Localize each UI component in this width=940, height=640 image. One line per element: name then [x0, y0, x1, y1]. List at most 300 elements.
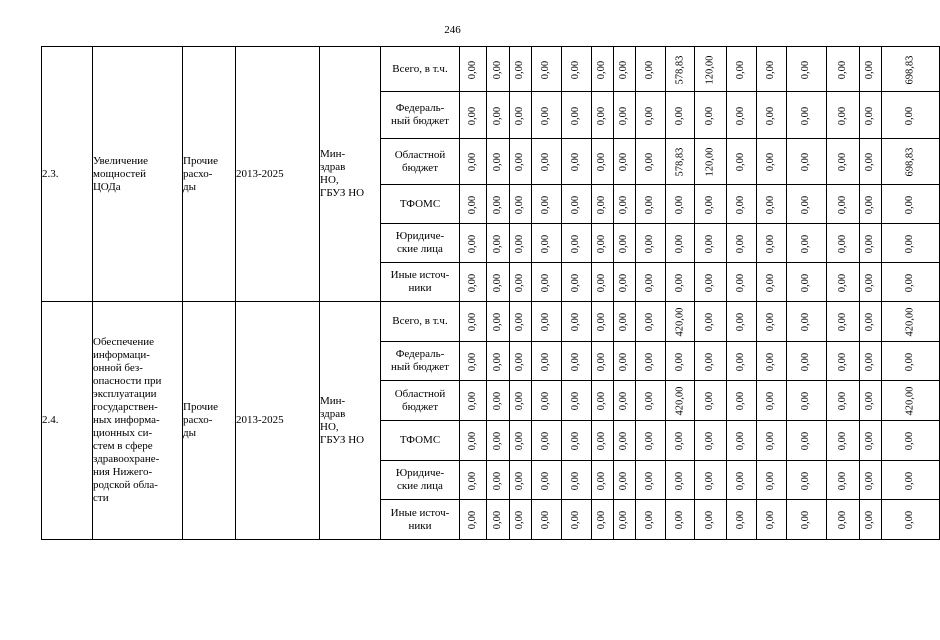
value-text: 0,00 [864, 352, 876, 371]
value-cell [860, 342, 882, 381]
value-cell [562, 224, 592, 263]
value-cell [727, 47, 757, 92]
value-cell [787, 139, 827, 185]
value-text: 0,00 [596, 195, 608, 214]
value-cell [562, 342, 592, 381]
executor-line: здрав [320, 161, 346, 173]
value-text: 0,00 [704, 471, 716, 490]
value-text: 0,00 [570, 273, 582, 292]
value-text: 0,00 [800, 352, 812, 371]
value-cell [592, 302, 614, 342]
value-cell [614, 263, 636, 302]
measure-name-line: онной без- [93, 362, 143, 374]
value-text: 0,00 [596, 510, 608, 530]
value-cell [636, 461, 666, 500]
value-text: 0,00 [644, 195, 656, 214]
value-cell [882, 47, 940, 92]
value-cell [860, 185, 882, 224]
value-text: 0,00 [596, 106, 608, 125]
funding-source-line: ники [408, 519, 432, 532]
value-cell [860, 421, 882, 461]
value-cell [614, 381, 636, 421]
value-cell [562, 421, 592, 461]
value-text: 0,00 [514, 234, 526, 253]
value-cell [614, 342, 636, 381]
value-text: 0,00 [570, 312, 582, 332]
value-cell [460, 185, 487, 224]
value-cell [827, 500, 860, 540]
executor-line: НО, [320, 174, 339, 186]
value-cell [636, 342, 666, 381]
value-cell [636, 263, 666, 302]
value-cell [636, 302, 666, 342]
value-text: 0,00 [800, 234, 812, 253]
value-cell [827, 139, 860, 185]
value-text: 0,00 [735, 234, 747, 253]
value-cell [592, 263, 614, 302]
value-text: 0,00 [514, 60, 526, 79]
value-text: 0,00 [837, 391, 848, 411]
value-cell [860, 47, 882, 92]
measure-name-line: Увеличение [93, 154, 149, 167]
value-cell [757, 461, 787, 500]
value-cell [827, 342, 860, 381]
value-cell [532, 92, 562, 139]
value-cell [592, 92, 614, 139]
value-cell [860, 381, 882, 421]
value-cell [860, 139, 882, 185]
value-cell [532, 342, 562, 381]
value-cell [487, 92, 510, 139]
value-text: 0,00 [492, 431, 503, 451]
value-text: 0,00 [837, 152, 848, 172]
value-text: 420,00 [904, 386, 916, 416]
value-text: 0,00 [570, 431, 582, 451]
expense-type-line: ды [183, 427, 196, 439]
value-cell [882, 185, 940, 224]
value-cell [487, 421, 510, 461]
value-text: 0,00 [596, 471, 608, 490]
value-text: 0,00 [514, 152, 526, 172]
value-cell [487, 381, 510, 421]
value-text: 0,00 [674, 234, 685, 253]
value-cell [532, 461, 562, 500]
value-text: 0,00 [674, 510, 685, 530]
value-cell [727, 224, 757, 263]
value-cell [510, 47, 532, 92]
value-cell [460, 224, 487, 263]
value-cell [666, 342, 695, 381]
value-cell [666, 224, 695, 263]
value-text: 0,00 [644, 60, 656, 79]
value-cell [695, 421, 727, 461]
value-cell [562, 47, 592, 92]
value-text: 0,00 [618, 60, 630, 79]
value-text: 0,00 [735, 391, 747, 411]
expense-type-line: расхо- [183, 414, 213, 426]
value-cell [460, 92, 487, 139]
executor-line: НО, [320, 420, 339, 433]
value-cell [827, 461, 860, 500]
value-cell [787, 461, 827, 500]
value-text: 0,00 [704, 234, 716, 253]
value-text: 0,00 [492, 352, 503, 371]
value-text: 0,00 [765, 510, 777, 530]
funding-source [381, 381, 460, 421]
value-cell [562, 381, 592, 421]
value-cell [666, 47, 695, 92]
value-text: 0,00 [644, 106, 656, 125]
value-cell [695, 47, 727, 92]
value-text: 698,83 [904, 147, 916, 177]
value-cell [757, 92, 787, 139]
value-cell [860, 302, 882, 342]
value-text: 0,00 [837, 471, 848, 490]
value-text: 0,00 [467, 234, 478, 253]
value-text: 0,00 [570, 510, 582, 530]
value-text: 0,00 [514, 391, 526, 411]
value-text: 0,00 [765, 273, 777, 292]
value-text: 0,00 [864, 234, 876, 253]
value-cell [510, 263, 532, 302]
measure-name-line: родской обла- [93, 479, 158, 491]
value-cell [827, 224, 860, 263]
value-text: 0,00 [864, 273, 876, 292]
funding-source-line: Иные источ- [390, 506, 450, 519]
value-cell [882, 500, 940, 540]
value-text: 0,00 [492, 152, 503, 172]
value-cell [666, 185, 695, 224]
value-cell [757, 139, 787, 185]
value-cell [592, 47, 614, 92]
value-cell [882, 302, 940, 342]
value-text: 0,00 [904, 273, 916, 292]
value-cell [636, 185, 666, 224]
value-cell [695, 500, 727, 540]
value-cell [614, 139, 636, 185]
value-text: 0,00 [864, 312, 876, 332]
value-text: 0,00 [904, 510, 916, 530]
funding-source-line: Юридиче- [395, 230, 445, 242]
measure-name [93, 302, 183, 540]
value-text: 0,00 [618, 152, 630, 172]
value-cell [787, 185, 827, 224]
funding-source-line: Федераль- [395, 102, 445, 114]
value-cell [487, 224, 510, 263]
value-text: 0,00 [492, 312, 503, 332]
value-text: 0,00 [618, 352, 630, 371]
value-cell [727, 139, 757, 185]
value-text: 0,00 [800, 106, 812, 125]
value-cell [487, 461, 510, 500]
value-text: 0,00 [570, 60, 582, 79]
value-text: 0,00 [540, 471, 552, 490]
value-cell [727, 381, 757, 421]
period: 2013-2025 [236, 47, 320, 302]
value-cell [487, 139, 510, 185]
value-cell [460, 263, 487, 302]
executor-line: ГБУЗ НО [320, 187, 365, 199]
value-text: 0,00 [644, 352, 656, 371]
executor [320, 302, 381, 540]
funding-source [381, 185, 460, 224]
value-cell [787, 302, 827, 342]
value-cell [695, 263, 727, 302]
value-text: 0,00 [540, 273, 552, 292]
value-cell [562, 185, 592, 224]
value-cell [460, 500, 487, 540]
expense-type [183, 47, 236, 302]
value-cell [727, 92, 757, 139]
funding-source-line: ный бюджет [391, 115, 449, 127]
funding-source-line: Всего, в т.ч. [392, 62, 448, 75]
value-cell [614, 92, 636, 139]
value-cell [636, 92, 666, 139]
value-text: 0,00 [596, 152, 608, 172]
value-text: 0,00 [540, 195, 552, 214]
value-cell [532, 263, 562, 302]
value-cell [562, 263, 592, 302]
value-text: 0,00 [618, 106, 630, 125]
value-cell [460, 302, 487, 342]
value-cell [666, 302, 695, 342]
value-text: 0,00 [540, 152, 552, 172]
value-text: 0,00 [674, 471, 685, 490]
value-text: 578,83 [674, 147, 686, 177]
value-cell [827, 381, 860, 421]
value-text: 0,00 [492, 471, 503, 490]
value-text: 0,00 [644, 391, 656, 411]
value-text: 0,00 [837, 510, 848, 530]
value-text: 0,00 [514, 471, 526, 490]
value-text: 0,00 [765, 234, 777, 253]
value-text: 0,00 [618, 195, 630, 214]
value-cell [757, 500, 787, 540]
value-cell [787, 342, 827, 381]
value-text: 0,00 [540, 234, 552, 253]
expense-type-line: ды [183, 180, 196, 193]
value-text: 0,00 [674, 273, 685, 292]
value-text: 0,00 [735, 152, 747, 172]
value-text: 0,00 [514, 510, 526, 530]
value-text: 0,00 [540, 431, 552, 451]
funding-source [381, 139, 460, 185]
value-text: 0,00 [904, 195, 916, 214]
value-text: 0,00 [735, 471, 747, 490]
expense-type-line: Прочие [183, 154, 218, 167]
value-text: 0,00 [514, 273, 526, 292]
value-cell [532, 185, 562, 224]
value-cell [666, 139, 695, 185]
value-text: 0,00 [837, 273, 848, 292]
value-text: 0,00 [765, 106, 777, 125]
value-cell [787, 421, 827, 461]
value-text: 0,00 [618, 391, 630, 411]
value-cell [636, 139, 666, 185]
value-text: 0,00 [570, 471, 582, 490]
value-cell [510, 342, 532, 381]
value-text: 0,00 [765, 195, 777, 214]
value-text: 0,00 [800, 195, 812, 214]
value-text: 0,00 [735, 510, 747, 530]
value-cell [614, 500, 636, 540]
value-cell [666, 500, 695, 540]
funding-source-line: Федераль- [395, 348, 445, 360]
measure-name-line: опасности при [93, 375, 162, 387]
value-text: 0,00 [644, 312, 656, 332]
funding-source [381, 302, 460, 342]
value-cell [695, 139, 727, 185]
measure-name-line: государствен- [93, 401, 158, 413]
measure-name-line: Обеспечение [93, 336, 154, 348]
value-cell [882, 381, 940, 421]
funding-source-line: Всего, в т.ч. [392, 315, 448, 327]
value-cell [666, 461, 695, 500]
value-text: 0,00 [467, 391, 478, 411]
value-text: 0,00 [514, 106, 526, 125]
funding-source [381, 224, 460, 263]
value-text: 0,00 [570, 234, 582, 253]
value-text: 0,00 [704, 510, 716, 530]
measure-name-line: ных информа- [93, 414, 160, 426]
value-text: 0,00 [704, 312, 716, 332]
value-text: 0,00 [864, 106, 876, 125]
value-text: 420,00 [674, 307, 686, 337]
value-text: 0,00 [540, 60, 552, 79]
value-cell [614, 461, 636, 500]
measure-name-line: ЦОДа [93, 180, 121, 193]
funding-source [381, 342, 460, 381]
value-text: 0,00 [570, 106, 582, 125]
funding-source-line: бюджет [402, 161, 438, 174]
value-text: 0,00 [800, 471, 812, 490]
funding-table [41, 46, 940, 540]
value-text: 0,00 [904, 106, 916, 125]
measure-name-line: ния Нижего- [93, 466, 153, 478]
value-text: 0,00 [467, 152, 478, 172]
measure-name-line: ционных си- [93, 427, 153, 439]
value-cell [510, 381, 532, 421]
value-text: 0,00 [514, 312, 526, 332]
value-cell [727, 421, 757, 461]
value-text: 0,00 [596, 312, 608, 332]
value-text: 0,00 [467, 273, 478, 292]
value-text: 0,00 [704, 352, 716, 371]
funding-source-line: Иные источ- [390, 269, 450, 281]
value-text: 0,00 [735, 312, 747, 332]
value-text: 0,00 [467, 106, 478, 125]
value-text: 0,00 [514, 431, 526, 451]
value-cell [860, 263, 882, 302]
value-text: 0,00 [837, 106, 848, 125]
funding-source-line: Юридиче- [395, 467, 445, 479]
value-text: 0,00 [800, 391, 812, 411]
value-cell [460, 342, 487, 381]
value-text: 0,00 [570, 391, 582, 411]
measure-name-line: эксплуатации [93, 388, 157, 400]
section-number: 2.3. [42, 47, 93, 302]
value-cell [636, 500, 666, 540]
value-cell [487, 263, 510, 302]
value-text: 0,00 [618, 510, 630, 530]
value-text: 0,00 [837, 431, 848, 451]
funding-source-line: ТФОМС [399, 434, 441, 446]
measure-name [93, 47, 183, 302]
table-row [42, 47, 940, 92]
value-cell [882, 263, 940, 302]
funding-source-line: ские лица [397, 243, 443, 255]
value-text: 0,00 [765, 352, 777, 371]
value-text: 0,00 [765, 391, 777, 411]
funding-source [381, 263, 460, 302]
value-text: 0,00 [540, 352, 552, 371]
value-cell [614, 47, 636, 92]
value-cell [562, 461, 592, 500]
value-text: 0,00 [644, 234, 656, 253]
value-text: 0,00 [864, 391, 876, 411]
value-cell [695, 342, 727, 381]
value-text: 0,00 [467, 431, 478, 451]
value-cell [882, 342, 940, 381]
executor-line: Мин- [320, 148, 346, 160]
value-cell [827, 185, 860, 224]
value-cell [666, 263, 695, 302]
value-text: 0,00 [735, 352, 747, 371]
section-number: 2.4. [42, 302, 93, 540]
value-text: 0,00 [674, 352, 685, 371]
value-text: 0,00 [492, 391, 503, 411]
value-text: 0,00 [570, 352, 582, 371]
value-text: 0,00 [904, 234, 916, 253]
value-text: 0,00 [467, 312, 478, 332]
value-text: 0,00 [514, 352, 526, 371]
value-cell [860, 92, 882, 139]
value-text: 0,00 [596, 60, 608, 79]
value-cell [592, 185, 614, 224]
value-text: 0,00 [704, 273, 716, 292]
value-cell [460, 139, 487, 185]
value-cell [510, 139, 532, 185]
value-text: 0,00 [837, 60, 848, 79]
value-cell [614, 302, 636, 342]
funding-source-line: Областной [394, 387, 446, 400]
value-text: 0,00 [904, 352, 916, 371]
value-text: 0,00 [904, 471, 916, 490]
value-text: 0,00 [618, 273, 630, 292]
value-text: 0,00 [674, 106, 685, 125]
value-text: 698,83 [904, 55, 916, 84]
value-cell [757, 421, 787, 461]
value-cell [487, 47, 510, 92]
value-cell [532, 421, 562, 461]
value-cell [562, 92, 592, 139]
value-cell [666, 421, 695, 461]
value-cell [510, 302, 532, 342]
value-cell [487, 342, 510, 381]
value-cell [562, 500, 592, 540]
value-text: 0,00 [492, 195, 503, 214]
value-text: 0,00 [514, 195, 526, 214]
value-cell [614, 421, 636, 461]
value-text: 0,00 [735, 273, 747, 292]
value-text: 0,00 [492, 234, 503, 253]
value-cell [787, 381, 827, 421]
value-text: 120,00 [704, 55, 716, 84]
value-cell [592, 500, 614, 540]
value-text: 0,00 [596, 431, 608, 451]
value-cell [487, 500, 510, 540]
value-text: 120,00 [704, 147, 716, 177]
